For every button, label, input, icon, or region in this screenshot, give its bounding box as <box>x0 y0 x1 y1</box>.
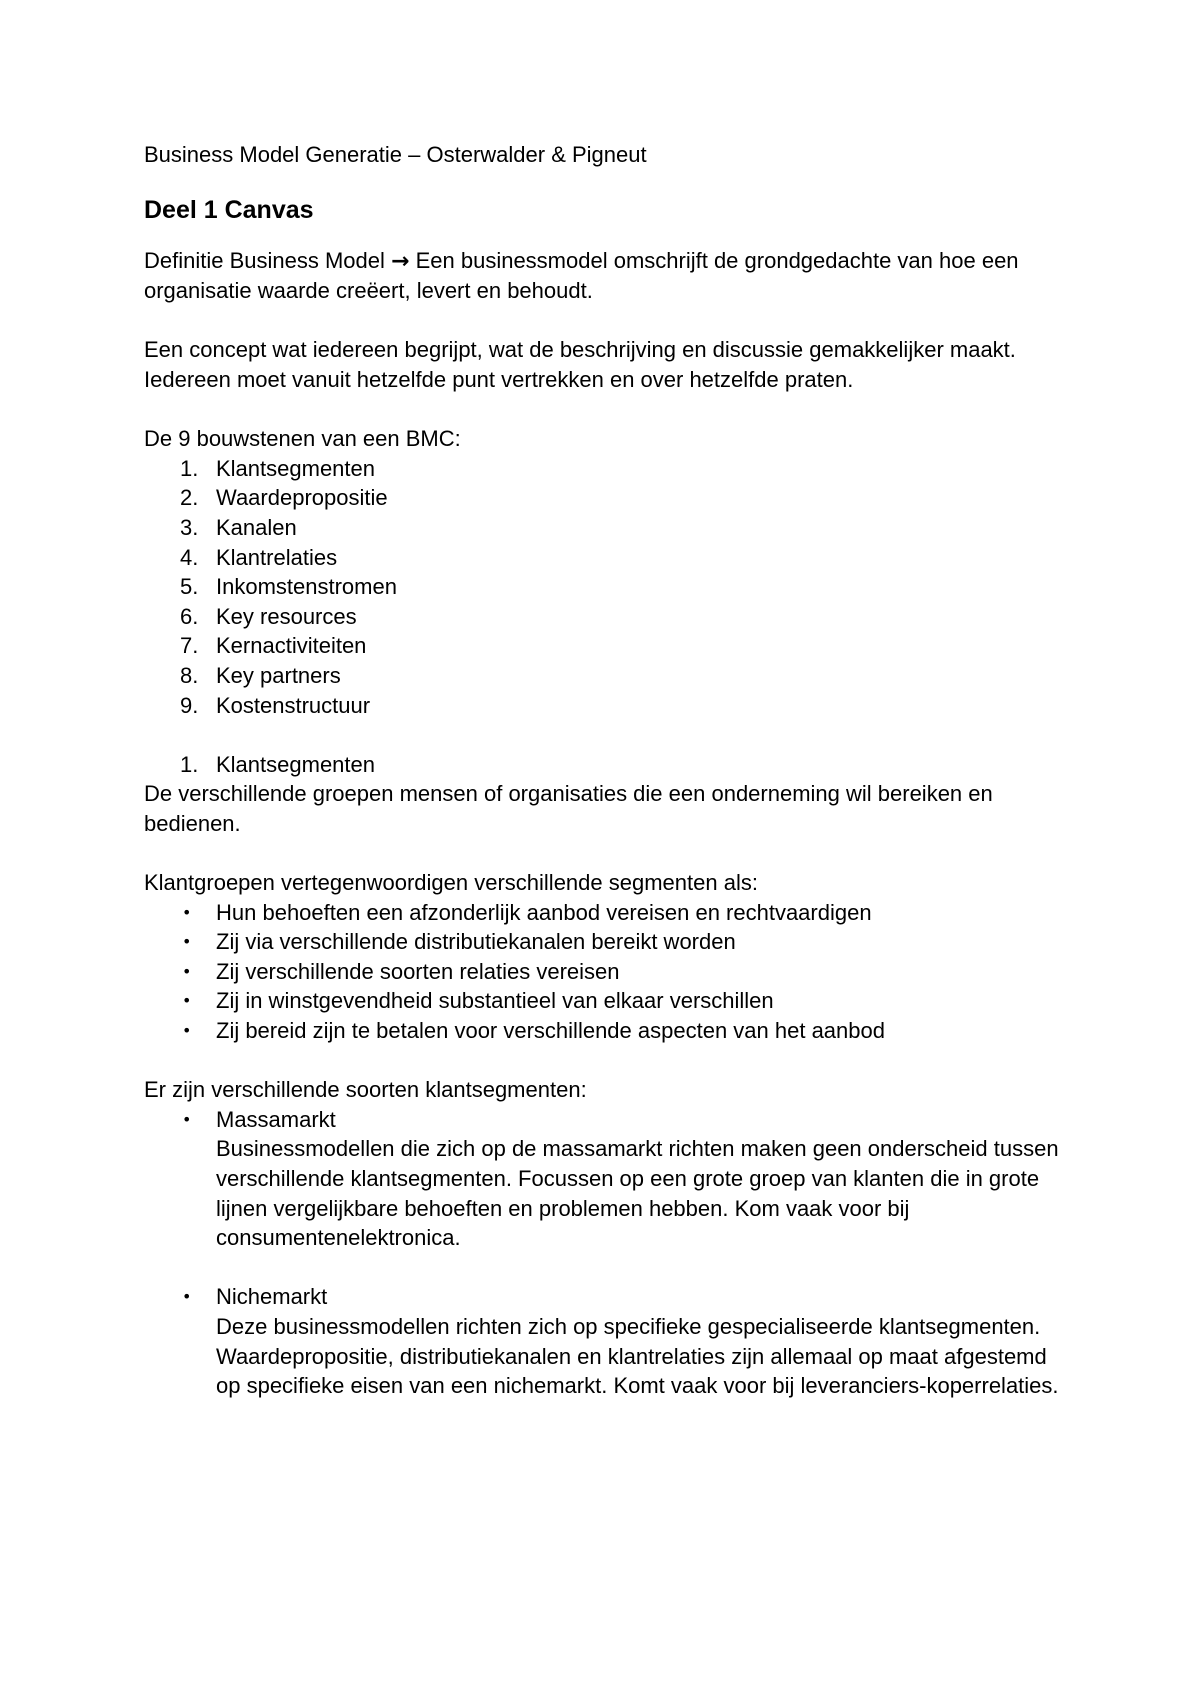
list-item <box>144 661 1074 691</box>
klantgroepen-intro: Klantgroepen vertegenwoordigen verschillende segmenten als: <box>144 870 758 896</box>
list-label: Kanalen <box>216 514 297 540</box>
list-label: Klantrelaties <box>216 544 338 570</box>
list-item <box>144 986 1074 1016</box>
list-label: Zij verschillende soorten relaties vereisen <box>216 958 620 984</box>
section1-heading-list <box>144 750 1074 780</box>
list-item <box>144 543 1074 573</box>
list-item-text: Deze businessmodellen richten zich op specifieke gespecialiseerde klantsegmenten. Waardepropositie, distributiekanalen en klantrelaties zijn allemaal op maat afgestemd op specifieke eisen van een nichemarkt. Komt vaak voor bij leveranciers-koperrelaties. <box>216 1313 1059 1399</box>
list-label: Zij bereid zijn te betalen voor verschillende aspecten van het aanbod <box>216 1018 885 1044</box>
soorten-list <box>144 1105 1074 1401</box>
document-title: Business Model Generatie – Osterwalder & Pigneut <box>144 142 647 167</box>
bullet-icon: • <box>182 1021 192 1041</box>
list-label: Inkomstenstromen <box>216 574 397 600</box>
list-label: Key partners <box>216 662 341 688</box>
definition-paragraph <box>144 246 1074 306</box>
list-number: 3. <box>180 514 199 540</box>
bullet-icon: • <box>182 961 192 981</box>
list-item <box>144 691 1074 721</box>
list-item <box>144 898 1074 928</box>
definition-text: Een businessmodel omschrijft de grondgedachte van hoe een organisatie waarde creëert, levert en behoudt. <box>144 247 1019 304</box>
list-number: 6. <box>180 603 199 629</box>
soorten-intro: Er zijn verschillende soorten klantsegmenten: <box>144 1077 587 1103</box>
list-label: Waardepropositie <box>216 485 388 511</box>
concept-paragraph: Een concept wat iedereen begrijpt, wat de beschrijving en discussie gemakkelijker maakt. Iedereen moet vanuit hetzelfde punt vertrekken en over hetzelfde praten. <box>144 337 1016 392</box>
bullet-icon: • <box>182 902 192 922</box>
list-label: Zij in winstgevendheid substantieel van elkaar verschillen <box>216 988 774 1014</box>
list-item <box>144 602 1074 632</box>
list-label: Hun behoeften een afzonderlijk aanbod vereisen en rechtvaardigen <box>216 899 872 925</box>
section1-description: De verschillende groepen mensen of organisaties die een onderneming wil bereiken en bedienen. <box>144 781 993 836</box>
list-item <box>144 631 1074 661</box>
list-label: Klantsegmenten <box>216 455 375 481</box>
document-page <box>144 140 1074 1401</box>
list-item-title: Nichemarkt <box>216 1284 328 1310</box>
bouwstenen-intro: De 9 bouwstenen van een BMC: <box>144 426 461 452</box>
list-label: Kernactiviteiten <box>216 633 367 659</box>
list-item <box>144 454 1074 484</box>
list-item <box>144 927 1074 957</box>
list-item <box>144 957 1074 987</box>
bullet-icon: • <box>182 1287 192 1307</box>
list-label: Zij via verschillende distributiekanalen bereikt worden <box>216 929 736 955</box>
list-item <box>144 513 1074 543</box>
section1-title: Klantsegmenten <box>216 751 375 777</box>
bullet-icon: • <box>182 991 192 1011</box>
list-number: 4. <box>180 544 199 570</box>
list-number: 7. <box>180 633 199 659</box>
list-item <box>144 1016 1074 1046</box>
list-item-text: Businessmodellen die zich op de massamarkt richten maken geen onderscheid tussen verschillende klantsegmenten. Focussen op een grote groep van klanten die in grote lijnen vergelijkbare behoeften en problemen hebben. Kom vaak voor bij consumentenelektronica. <box>216 1136 1059 1251</box>
bouwstenen-list <box>144 454 1074 720</box>
list-label: Key resources <box>216 603 357 629</box>
section-heading: Deel 1 Canvas <box>144 195 314 224</box>
definition-label: Definitie Business Model <box>144 247 385 273</box>
list-number: 8. <box>180 662 199 688</box>
list-number: 9. <box>180 692 199 718</box>
list-number: 2. <box>180 485 199 511</box>
bullet-icon: • <box>182 1109 192 1129</box>
bullet-icon: • <box>182 932 192 952</box>
list-number: 1. <box>180 455 199 481</box>
list-label: Kostenstructuur <box>216 692 371 718</box>
list-item-title: Massamarkt <box>216 1106 336 1132</box>
list-item-massamarkt <box>144 1105 1074 1253</box>
arrow-right-icon: → <box>391 248 410 274</box>
list-item-nichemarkt <box>144 1282 1074 1400</box>
klantgroepen-list <box>144 898 1074 1046</box>
list-item <box>144 483 1074 513</box>
section1-heading <box>144 750 1074 780</box>
list-number: 1. <box>180 751 199 777</box>
list-number: 5. <box>180 574 199 600</box>
list-item <box>144 572 1074 602</box>
